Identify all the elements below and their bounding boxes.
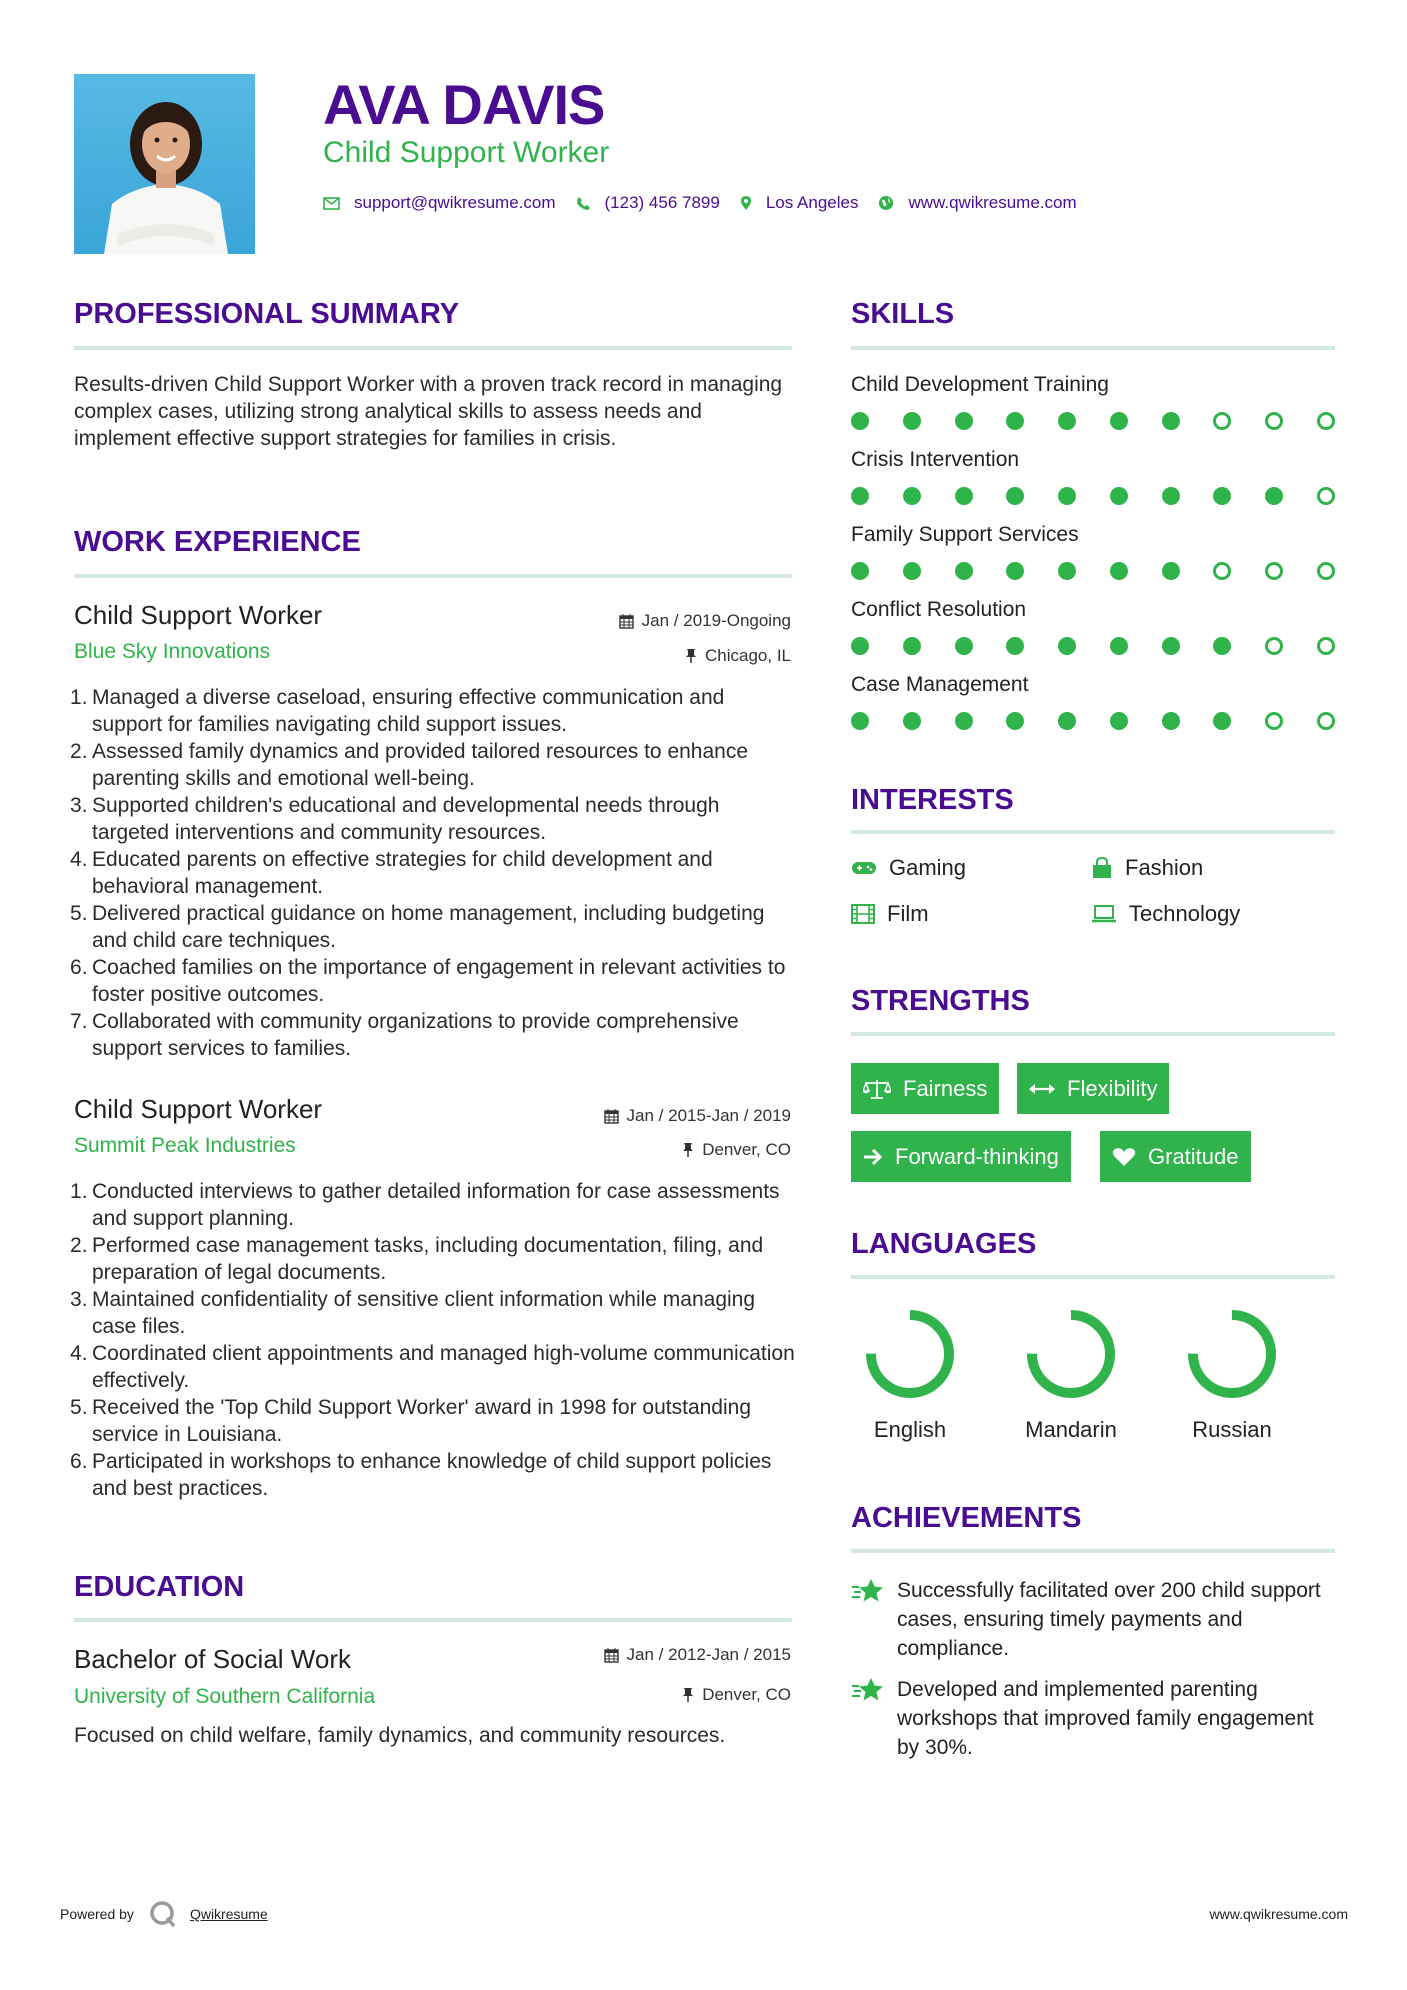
skill-dot-empty — [1317, 712, 1335, 730]
skill-dot-filled — [955, 562, 973, 580]
skill-dot-filled — [851, 562, 869, 580]
skill-dot-filled — [1213, 712, 1231, 730]
skill-dot-filled — [1110, 712, 1128, 730]
achievement-text: Successfully facilitated over 200 child support cases, ensuring timely payments and compliance. — [897, 1579, 1321, 1660]
candidate-title: Child Support Worker — [323, 136, 610, 169]
summary-text: Results-driven Child Support Worker with a proven track record in managing complex cases, utilizing strong analytical skills to assess needs and implement effective support strategies for families in crisis. — [74, 373, 783, 450]
skill-dot-filled — [1265, 487, 1283, 505]
shopping-bag-icon — [1091, 857, 1113, 879]
language-item — [996, 1307, 1146, 1443]
powered-by-label: Powered by — [60, 1906, 134, 1922]
job-date-text: Jan / 2015-Jan / 2019 — [626, 1106, 791, 1125]
footer-website[interactable]: www.qwikresume.com — [1209, 1906, 1348, 1922]
job-bullet-list — [70, 684, 800, 1062]
heart-icon — [1112, 1147, 1136, 1167]
footer-powered-by — [60, 1899, 268, 1929]
skills-rule — [851, 346, 1335, 350]
school-name: University of Southern California — [74, 1685, 376, 1708]
interest-item — [851, 855, 966, 881]
qwikresume-logo-icon — [148, 1899, 178, 1929]
strength-label: Gratitude — [1148, 1143, 1239, 1169]
skill-dot-filled — [1058, 712, 1076, 730]
qwikresume-link[interactable]: Qwikresume — [189, 1906, 268, 1922]
skill-dot-empty — [1265, 712, 1283, 730]
language-label: Russian — [1192, 1417, 1272, 1442]
languages-rule — [851, 1275, 1335, 1279]
skill-dot-empty — [1265, 412, 1283, 430]
skill-dot-filled — [1006, 487, 1024, 505]
contact-email[interactable] — [323, 193, 556, 213]
education-date-text: Jan / 2012-Jan / 2015 — [626, 1645, 791, 1664]
education-location-text: Denver, CO — [702, 1685, 791, 1704]
interest-label: Fashion — [1125, 855, 1204, 880]
strength-tag — [851, 1131, 1071, 1182]
achievement-text: Developed and implemented parenting workshops that improved family engagement by 30%. — [897, 1678, 1314, 1759]
skill-dot-filled — [1058, 562, 1076, 580]
skill-dot-filled — [903, 412, 921, 430]
job-title: Child Support Worker — [74, 1094, 323, 1124]
skill-dot-filled — [1006, 412, 1024, 430]
job-location-text: Denver, CO — [702, 1140, 791, 1159]
skill-dot-filled — [903, 562, 921, 580]
skill-rating — [851, 487, 1335, 505]
pushpin-icon — [682, 1142, 694, 1158]
arrow-right-icon — [863, 1148, 883, 1166]
skill-dot-filled — [1213, 487, 1231, 505]
job-bullet: Collaborated with community organizations to provide comprehensive support services to families. — [92, 1010, 739, 1060]
job-bullet: Performed case management tasks, including documentation, filing, and preparation of legal documents. — [92, 1234, 764, 1284]
education-heading: EDUCATION — [74, 1571, 245, 1603]
gamepad-icon — [851, 860, 877, 876]
star-award-icon — [851, 1677, 885, 1703]
language-progress-arc — [1032, 1315, 1110, 1393]
interest-label: Gaming — [889, 855, 967, 880]
achievement-item — [851, 1576, 1331, 1663]
interests-rule — [851, 830, 1335, 834]
interest-item — [1091, 901, 1240, 927]
skill-dot-filled — [851, 412, 869, 430]
skill-dot-filled — [1162, 562, 1180, 580]
degree-title: Bachelor of Social Work — [74, 1644, 351, 1674]
skill-dot-filled — [1162, 637, 1180, 655]
location-text: Los Angeles — [765, 193, 859, 212]
skill-rating — [851, 712, 1335, 730]
skill-dot-filled — [903, 712, 921, 730]
language-label: English — [873, 1417, 947, 1442]
interest-item — [1091, 855, 1203, 881]
interests-heading: INTERESTS — [851, 784, 1014, 816]
job-location — [685, 646, 791, 666]
language-item — [1157, 1307, 1307, 1443]
laptop-icon — [1091, 905, 1117, 923]
map-pin-icon — [740, 195, 752, 211]
star-award-icon — [851, 1578, 885, 1604]
skill-name: Conflict Resolution — [851, 598, 1027, 621]
pushpin-icon — [685, 648, 697, 664]
work-heading: WORK EXPERIENCE — [74, 526, 361, 558]
contact-phone[interactable] — [576, 193, 720, 213]
language-item — [835, 1307, 985, 1443]
contact-location — [740, 193, 859, 213]
job-date — [619, 611, 791, 631]
calendar-icon — [604, 1648, 619, 1663]
job-bullet: Conducted interviews to gather detailed information for case assessments and support planning. — [92, 1180, 780, 1230]
balance-scale-icon — [863, 1078, 891, 1100]
skill-name: Child Development Training — [851, 373, 1109, 396]
skill-dot-filled — [1006, 712, 1024, 730]
skill-dot-filled — [955, 412, 973, 430]
skills-heading: SKILLS — [851, 298, 955, 330]
phone-icon — [576, 196, 591, 211]
job-company: Blue Sky Innovations — [74, 640, 271, 663]
skill-dot-filled — [1213, 637, 1231, 655]
skill-dot-empty — [1213, 412, 1231, 430]
language-progress-arc — [1193, 1315, 1271, 1393]
skill-dot-filled — [955, 712, 973, 730]
job-bullet: Delivered practical guidance on home management, including budgeting and child care techniques. — [92, 902, 765, 952]
globe-icon — [878, 195, 894, 211]
skill-dot-filled — [1058, 412, 1076, 430]
strength-tag — [851, 1063, 999, 1114]
summary-rule — [74, 346, 792, 350]
skill-dot-filled — [1162, 412, 1180, 430]
interest-label: Film — [887, 901, 929, 926]
strengths-heading: STRENGTHS — [851, 985, 1030, 1017]
job-location-text: Chicago, IL — [705, 646, 791, 665]
skill-dot-empty — [1317, 637, 1335, 655]
language-label: Mandarin — [1025, 1417, 1117, 1442]
strength-tag — [1017, 1063, 1169, 1114]
contact-bar — [323, 193, 1097, 213]
job-bullet: Participated in workshops to enhance knowledge of child support policies and best practices. — [92, 1450, 772, 1500]
skill-dot-filled — [955, 487, 973, 505]
arrows-horizontal-icon — [1029, 1082, 1055, 1096]
phone-text: (123) 456 7899 — [604, 193, 720, 212]
languages-heading: LANGUAGES — [851, 1228, 1037, 1260]
strength-label: Flexibility — [1067, 1075, 1158, 1101]
skill-dot-filled — [1058, 637, 1076, 655]
job-bullet: Coached families on the importance of engagement in relevant activities to foster positive outcomes. — [92, 956, 786, 1006]
job-title: Child Support Worker — [74, 600, 323, 630]
job-company: Summit Peak Industries — [74, 1134, 296, 1157]
skill-dot-filled — [1110, 562, 1128, 580]
language-progress-ring — [1024, 1307, 1118, 1401]
job-bullet: Assessed family dynamics and provided tailored resources to enhance parenting skills and emotional well-being. — [92, 740, 749, 790]
summary-heading: PROFESSIONAL SUMMARY — [74, 298, 460, 330]
pushpin-icon — [682, 1687, 694, 1703]
skill-dot-empty — [1265, 637, 1283, 655]
skill-dot-filled — [1110, 487, 1128, 505]
skill-dot-filled — [1162, 712, 1180, 730]
job-date-text: Jan / 2019-Ongoing — [641, 611, 791, 630]
skill-name: Family Support Services — [851, 523, 1079, 546]
language-progress-arc — [871, 1315, 949, 1393]
skill-dot-filled — [903, 487, 921, 505]
strength-tag — [1100, 1131, 1251, 1182]
skill-dot-empty — [1317, 412, 1335, 430]
skill-rating — [851, 562, 1335, 580]
calendar-icon — [619, 614, 634, 629]
achievements-rule — [851, 1549, 1335, 1553]
skill-dot-empty — [1265, 562, 1283, 580]
job-bullet: Coordinated client appointments and managed high-volume communication effectively. — [92, 1342, 795, 1392]
email-text: support@qwikresume.com — [354, 193, 556, 212]
skill-dot-filled — [1006, 562, 1024, 580]
skill-name: Crisis Intervention — [851, 448, 1020, 471]
skill-dot-filled — [1162, 487, 1180, 505]
job-bullet: Maintained confidentiality of sensitive client information while managing case files. — [92, 1288, 756, 1338]
skill-dot-filled — [851, 712, 869, 730]
job-date — [604, 1106, 791, 1126]
education-description: Focused on child welfare, family dynamics, and community resources. — [74, 1724, 726, 1747]
strength-label: Fairness — [903, 1075, 988, 1101]
job-bullet: Managed a diverse caseload, ensuring effective communication and support for families navigating child support issues. — [92, 686, 725, 736]
interest-label: Technology — [1129, 901, 1241, 926]
envelope-icon — [323, 197, 340, 210]
skill-dot-filled — [1006, 637, 1024, 655]
strength-label: Forward-thinking — [895, 1143, 1059, 1169]
profile-photo — [74, 74, 255, 254]
work-rule — [74, 574, 792, 578]
skill-dot-filled — [903, 637, 921, 655]
job-location — [682, 1140, 791, 1160]
skill-name: Case Management — [851, 673, 1029, 696]
job-bullet: Educated parents on effective strategies for child development and behavioral management. — [92, 848, 713, 898]
candidate-name: AVA DAVIS — [323, 73, 605, 136]
skill-dot-filled — [1110, 637, 1128, 655]
job-bullet: Supported children's educational and developmental needs through targeted interventions and community resources. — [92, 794, 720, 844]
education-date — [604, 1645, 791, 1665]
contact-website[interactable] — [878, 193, 1076, 213]
calendar-icon — [604, 1109, 619, 1124]
education-rule — [74, 1618, 792, 1622]
website-text: www.qwikresume.com — [908, 193, 1077, 212]
film-icon — [851, 904, 875, 924]
skill-rating — [851, 637, 1335, 655]
language-progress-ring — [1185, 1307, 1279, 1401]
skill-dot-empty — [1317, 562, 1335, 580]
skill-dot-filled — [955, 637, 973, 655]
achievements-heading: ACHIEVEMENTS — [851, 1502, 1082, 1534]
interest-item — [851, 901, 929, 927]
skill-dot-filled — [1110, 412, 1128, 430]
education-location — [682, 1685, 791, 1705]
achievement-item — [851, 1675, 1331, 1762]
job-bullet: Received the 'Top Child Support Worker' award in 1998 for outstanding service in Louisiana. — [92, 1396, 752, 1446]
skill-dot-empty — [1213, 562, 1231, 580]
skill-dot-empty — [1317, 487, 1335, 505]
language-progress-ring — [863, 1307, 957, 1401]
job-bullet-list — [70, 1178, 800, 1502]
skill-dot-filled — [1058, 487, 1076, 505]
skill-rating — [851, 412, 1335, 430]
skill-dot-filled — [851, 637, 869, 655]
strengths-rule — [851, 1032, 1335, 1036]
skill-dot-filled — [851, 487, 869, 505]
